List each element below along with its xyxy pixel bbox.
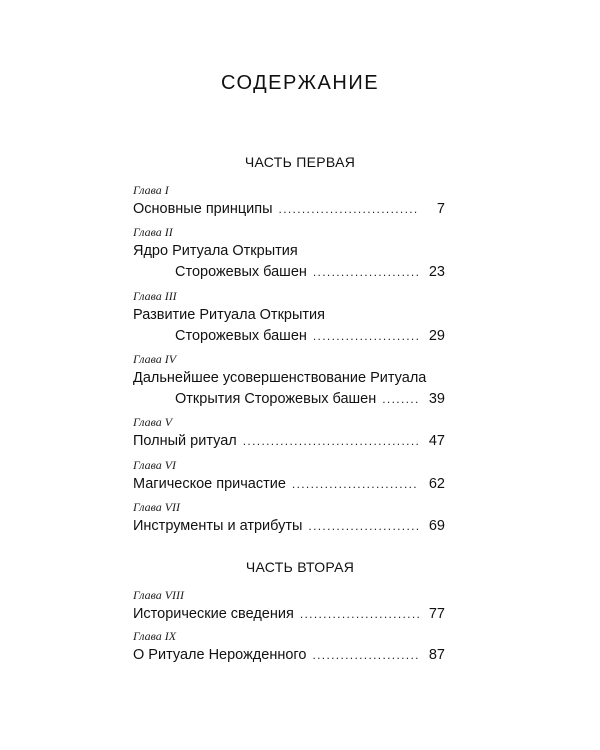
entry-page-number: 29 — [428, 328, 445, 344]
part-two-heading: ЧАСТЬ ВТОРАЯ — [245, 559, 355, 575]
entry-title-continued: Сторожевых башен — [175, 264, 307, 280]
toc-entry[interactable] — [133, 433, 445, 453]
entry-title-continued: Сторожевых башен — [175, 328, 307, 344]
dot-leader — [308, 519, 419, 533]
toc-entry[interactable] — [133, 476, 445, 496]
entry-page-number: 47 — [428, 433, 445, 449]
dot-leader — [292, 477, 419, 491]
entry-page-number: 23 — [428, 264, 445, 280]
toc-entry[interactable] — [133, 518, 445, 538]
entry-title: О Ритуале Нерожденного — [133, 647, 307, 663]
entry-title: Магическое причастие — [133, 476, 286, 492]
chapter-label: Глава III — [133, 289, 177, 303]
chapter-label: Глава IV — [133, 352, 177, 366]
chapter-label: Глава I — [133, 183, 169, 197]
chapter-label: Глава VII — [133, 500, 181, 514]
chapter-label: Глава VIII — [133, 588, 185, 602]
entry-page-number: 69 — [428, 518, 445, 534]
chapter-label: Глава V — [133, 415, 173, 429]
entry-title-continued: Открытия Сторожевых башен — [175, 391, 377, 407]
entry-page-number: 39 — [428, 391, 445, 407]
dot-leader — [243, 434, 419, 448]
entry-title: Полный ритуал — [133, 433, 237, 449]
entry-page-number: 87 — [428, 647, 445, 663]
toc-entry[interactable] — [175, 328, 445, 348]
dot-leader — [313, 265, 419, 279]
entry-title: Инструменты и атрибуты — [133, 518, 303, 534]
dot-leader — [300, 607, 419, 621]
entry-page-number: 7 — [436, 201, 445, 217]
entry-page-number: 62 — [428, 476, 445, 492]
toc-entry[interactable] — [133, 647, 445, 667]
chapter-label: Глава IX — [133, 629, 177, 643]
dot-leader — [279, 202, 419, 216]
toc-entry[interactable] — [133, 606, 445, 626]
page-title: СОДЕРЖАНИЕ — [220, 72, 380, 94]
entry-title: Основные принципы — [133, 201, 273, 217]
toc-entry[interactable] — [175, 391, 445, 411]
dot-leader — [312, 648, 419, 662]
entry-title: Ядро Ритуала Открытия — [133, 243, 298, 259]
entry-title: Дальнейшее усовершенствование Ритуала — [133, 370, 427, 386]
entry-title: Исторические сведения — [133, 606, 294, 622]
entry-title: Развитие Ритуала Открытия — [133, 307, 325, 323]
toc-entry[interactable] — [175, 264, 445, 284]
chapter-label: Глава II — [133, 225, 173, 239]
dot-leader — [382, 392, 419, 406]
chapter-label: Глава VI — [133, 458, 177, 472]
toc-entry[interactable] — [133, 201, 445, 221]
entry-page-number: 77 — [428, 606, 445, 622]
part-one-heading: ЧАСТЬ ПЕРВАЯ — [244, 154, 356, 170]
dot-leader — [313, 329, 419, 343]
